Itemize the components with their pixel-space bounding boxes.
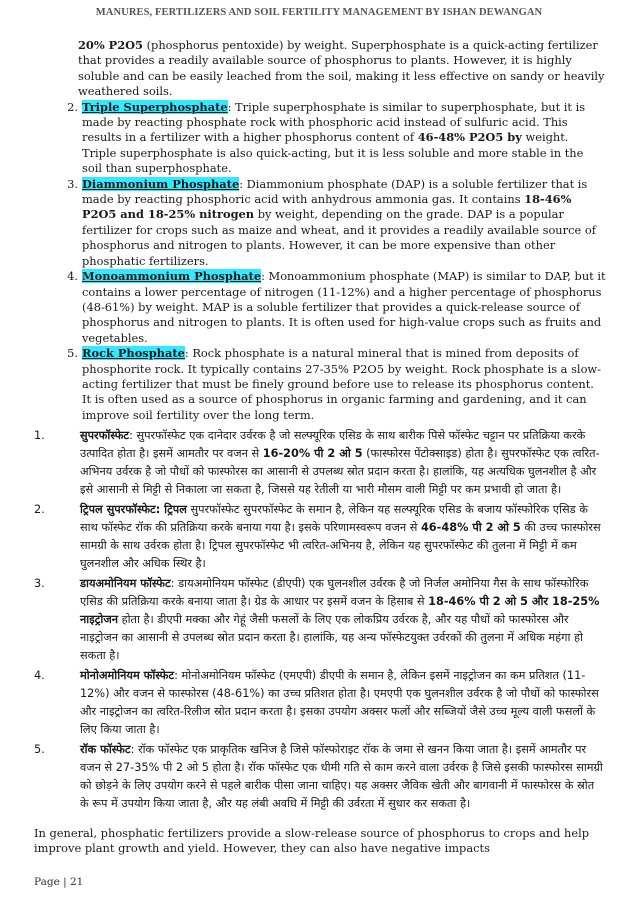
english-section — [34, 38, 606, 423]
term-highlight: Rock Phosphate — [82, 346, 185, 361]
term-highlight: Diammonium Phosphate — [82, 176, 240, 191]
item-text — [82, 177, 606, 269]
item-body-a: : Diammonium phosphate (DAP) is a soluble fertilizer that is made by reacting phosphoric acid with anhydrous ammonia gas. It contains — [82, 176, 588, 207]
term-bold: रॉक फॉस्फेट — [80, 743, 131, 757]
item-text — [80, 427, 606, 499]
item-number: 2. — [34, 503, 45, 517]
item-body-a: : सुपरफॉस्फेट एक दानेदार उर्वरक है जो सल्फ्यूरिक एसिड के साथ बारीक पिसे फॉस्फेट चट्टान पर प्रतिक्रिया करके उत्पादित होता है। इसमें आमतौर पर वजन से — [80, 429, 586, 461]
term-bold: डायअमोनियम फॉस्फेट — [80, 577, 171, 591]
item-body-c: (फास्फोरस पेंटोक्साइड) होता है। सुपरफॉस्फेट एक त्वरित-अभिनय उर्वरक है जो पौधों को फास्फोरस का आसानी से उपलब्ध स्रोत प्रदान करता है। हालांकि, यह अत्यधिक घुलनशील है और इसे आसानी से मिट्टी से निकाला जा सकता है, जिससे यह रेतीली या भारी मौसम वाली मिट्टी पर कम प्रभावी हो जाता है। — [80, 447, 600, 497]
page-body — [34, 38, 606, 815]
item-bold: 18-46% P2O5 and 18-25% nitrogen — [82, 192, 572, 222]
closing-paragraph: In general, phosphatic fertilizers provide a slow-release source of phosphorus to crops and help improve plant growth and yield. However, they can also have negative impacts — [34, 826, 589, 856]
item-bold: 46-48% P2O5 by — [417, 130, 522, 145]
item-body-c: होता है। डीएपी मक्का और गेहूं जैसी फसलों के लिए एक लोकप्रिय उर्वरक है, और यह पौधों को फास्फोरस और नाइट्रोजन का आसानी से उपलब्ध स्रोत प्रदान करता है। हालांकि, यह अन्य फॉस्फेटयुक्त उर्वरकों की तुलना में अधिक महंगा हो सकता है। — [80, 613, 583, 663]
list-item-en-5 — [34, 346, 606, 423]
term-bold: सुपरफॉस्फेट — [80, 429, 130, 443]
item-text — [80, 501, 606, 573]
item-body-a: : Triple superphosphate is similar to superphosphate, but it is made by reacting phosphate rock with phosphoric acid instead of sulfuric acid. This results in a fertilizer with a higher phosphorus content of — [82, 99, 586, 145]
item-text — [80, 575, 606, 665]
item-number: 3. — [34, 577, 45, 591]
running-header: MANURES, FERTILIZERS AND SOIL FERTILITY MANAGEMENT BY ISHAN DEWANGAN — [95, 7, 543, 18]
item-text — [80, 667, 606, 739]
item-number: 5. — [67, 346, 78, 361]
item-text — [82, 346, 606, 423]
item-text — [82, 100, 606, 177]
term-highlight: Triple Superphosphate — [82, 99, 228, 114]
list-item-en-2 — [34, 100, 606, 177]
item-text — [80, 741, 606, 813]
item-bold: 18-46% पी 2 ओ 5 और 18-25% नाइट्रोजन — [80, 595, 600, 627]
intro-bold: 20% P2O5 — [78, 38, 143, 52]
list-item-en-4 — [34, 269, 606, 346]
intro-paragraph — [34, 38, 606, 100]
list-item-hi-5 — [34, 741, 606, 813]
list-item-en-3 — [34, 177, 606, 269]
list-item-hi-3 — [34, 575, 606, 665]
item-body-c: by weight, depending on the grade. DAP is a popular fertilizer for crops such as maize and wheat, and it provides a readily available source of phosphorus and nitrogen to plants. However, it can be more expensive than other phosphatic fertilizers. — [82, 207, 596, 268]
page-number-footer: Page | 21 — [34, 876, 84, 888]
list-item-hi-2 — [34, 501, 606, 573]
item-number: 1. — [34, 429, 45, 443]
term-highlight: Monoammonium Phosphate — [82, 269, 262, 284]
term-bold: मोनोअमोनियम फॉस्फेट — [80, 669, 175, 683]
hindi-section — [34, 427, 606, 813]
item-bold: 16-20% पी 2 ओ 5 — [262, 447, 363, 461]
intro-text: (phosphorus pentoxide) by weight. Superphosphate is a quick-acting fertilizer that provides a readily available source of phosphorus to plants. However, it is highly soluble and can be easily leached from the soil, making it less effective on sandy or heavily weathered soils. — [78, 38, 605, 99]
item-text — [82, 269, 606, 346]
item-body-a: : Monoammonium phosphate (MAP) is similar to DAP, but it contains a lower percentage of nitrogen (11-12%) and a higher percentage of phosphorus (48-61%) by weight. MAP is a soluble fertilizer that provides a quick-release source of phosphorus and nitrogen to plants. It is often used for high-value crops such as fruits and vegetables. — [82, 269, 606, 345]
list-item-hi-4 — [34, 667, 606, 739]
item-body-a: : Rock phosphate is a natural mineral that is mined from deposits of phosphorite rock. It typically contains 27-35% P2O5 by weight. Rock phosphate is a slow-acting fertilizer that must be finely ground before use to release its phosphorus content. It is often used as a source of phosphorus in organic farming and gardening, and it can improve soil fertility over the long term. — [82, 346, 602, 422]
item-number: 2. — [67, 99, 78, 114]
item-body-a: : मोनोअमोनियम फॉस्फेट (एमएपी) डीएपी के समान है, लेकिन इसमें नाइट्रोजन का कम प्रतिशत (11-12%) और वजन से फास्फोरस (48-61%) का उच्च प्रतिशत होता है। एमएपी एक घुलनशील उर्वरक है जो पौधों को फास्फोरस और नाइट्रोजन का त्वरित-रिलीज स्रोत प्रदान करता है। इसका उपयोग अक्सर फलों और सब्जियों जैसे उच्च मूल्य वाली फसलों के लिए किया जाता है। — [80, 669, 599, 737]
item-body-c: weight. Triple superphosphate is also quick-acting, but it is less soluble and more stable in the soil than superphosphate. — [82, 130, 584, 176]
item-number: 4. — [67, 269, 78, 284]
item-body-a: : डायअमोनियम फॉस्फेट (डीएपी) एक घुलनशील उर्वरक है जो निर्जल अमोनिया गैस के साथ फॉस्फोरिक एसिड की प्रतिक्रिया करके बनाया जाता है। ग्रेड के आधार पर इसमें वजन के हिसाब से — [80, 577, 589, 609]
list-item-hi-1 — [34, 427, 606, 499]
item-number: 4. — [34, 669, 45, 683]
item-body-c: की उच्च फास्फोरस सामग्री के साथ उर्वरक होता है। ट्रिपल सुपरफॉस्फेट भी त्वरित-अभिनय है, लेकिन यह सुपरफॉस्फेट की तुलना में मिट्टी में कम घुलनशील और अधिक स्थिर है। — [80, 521, 601, 571]
item-body-a: सुपरफॉस्फेट सुपरफॉस्फेट के समान है, लेकिन यह सल्फ्यूरिक एसिड के बजाय फॉस्फोरिक एसिड के साथ फॉस्फेट रॉक की प्रतिक्रिया करके बनाया गया है। इसके परिणामस्वरूप वजन से — [80, 503, 588, 535]
item-bold: 46-48% पी 2 ओ 5 — [420, 521, 521, 535]
item-body-a: : रॉक फॉस्फेट एक प्राकृतिक खनिज है जिसे फॉस्फोराइट रॉक के जमा से खनन किया जाता है। इसमें आमतौर पर वजन से 27-35% पी 2 ओ 5 होता है। रॉक फॉस्फेट एक धीमी गति से काम करने वाला उर्वरक है जिसे इसकी फास्फोरस सामग्री को छोड़ने के लिए उपयोग करने से पहले बारीक पीसा जाना चाहिए। यह अक्सर जैविक खेती और बागवानी में फास्फोरस के स्रोत के रूप में उपयोग किया जाता है, और यह लंबी अवधि में मिट्टी की उर्वरता में सुधार कर सकता है। — [80, 743, 603, 811]
item-number: 3. — [67, 176, 78, 191]
term-bold: ट्रिपल सुपरफॉस्फेट: ट्रिपल — [80, 503, 187, 517]
item-number: 5. — [34, 743, 45, 757]
